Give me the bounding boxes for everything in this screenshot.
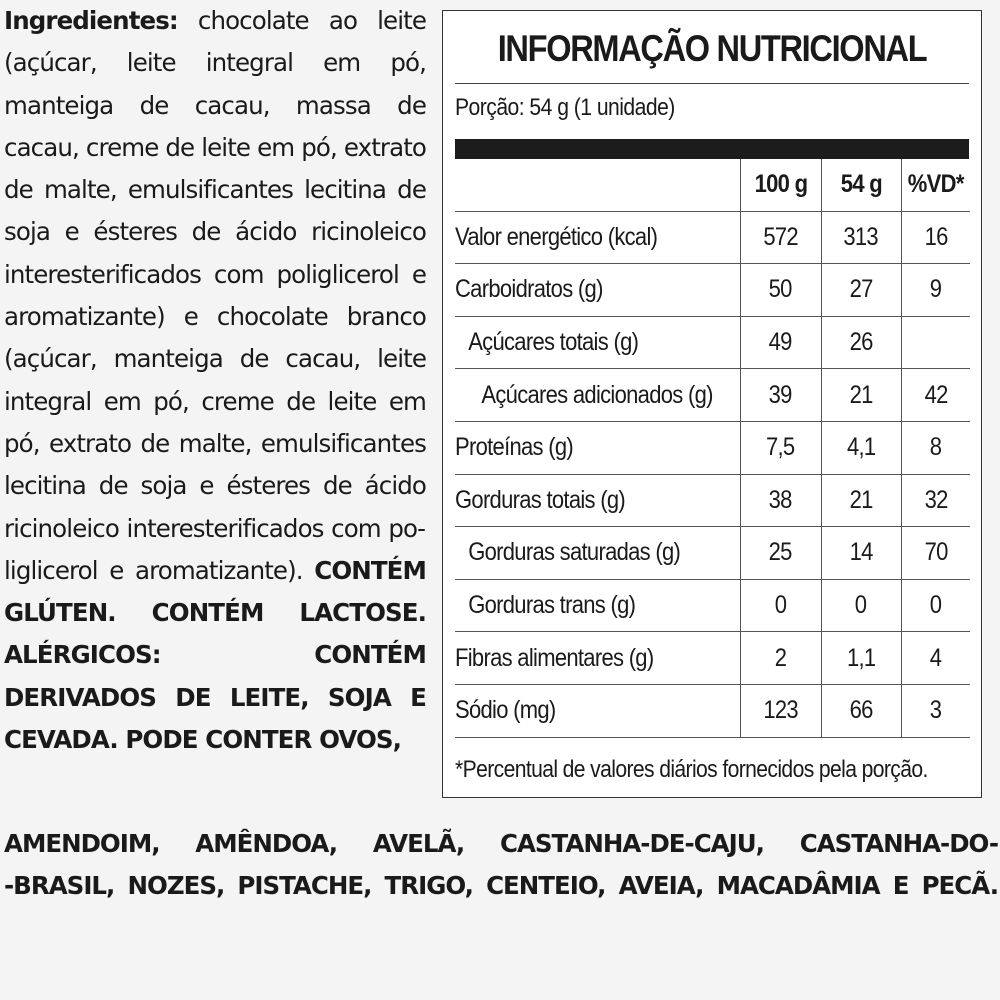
table-row (455, 211, 970, 264)
nutrition-table (455, 159, 970, 738)
value-daily-percent (901, 316, 970, 369)
nutrient-name: Açúcares totais (g) (455, 316, 740, 369)
nutrient-name: Gorduras trans (g) (455, 579, 740, 632)
ingredients-part-2: trato de malte, emulsificantes le (4, 132, 426, 205)
value-per-100g: 49 (740, 316, 821, 369)
portion-size: Porção: 54 g (1 unidade) (455, 94, 675, 121)
nutrient-name: Gorduras totais (g) (455, 474, 740, 527)
value-daily-percent: 0 (901, 579, 970, 632)
nutrient-name: Carboidratos (g) (455, 264, 740, 317)
table-row (455, 632, 970, 685)
title-divider (455, 83, 969, 84)
nutrition-facts-panel (442, 10, 982, 798)
value-per-portion: 66 (821, 684, 901, 737)
value-per-portion: 1,1 (821, 632, 901, 685)
value-daily-percent: 9 (901, 264, 970, 317)
value-daily-percent: 32 (901, 474, 970, 527)
table-row (455, 316, 970, 369)
table-header-row (455, 159, 970, 211)
value-per-100g: 38 (740, 474, 821, 527)
allergen-warning-top: CONTÉM GLÚTEN. CONTÉM LACTOSE. ALÉRGICOS: CONTÉM DERIVADOS DE LEITE, SOJA E CEVADA. PODE CONTER OVOS, (4, 555, 426, 755)
value-per-100g: 7,5 (740, 421, 821, 474)
allergen-warning-bottom (4, 823, 998, 908)
table-row (455, 579, 970, 632)
value-per-portion: 26 (821, 316, 901, 369)
ingredients-part-1: chocolate ao leite (açúcar, leite integral em pó, manteiga de cacau, massa de cacau, creme de leite em pó, ex (4, 6, 426, 162)
header-nutrient (455, 159, 740, 211)
value-per-portion: 27 (821, 264, 901, 317)
value-per-100g: 50 (740, 264, 821, 317)
value-daily-percent: 42 (901, 369, 970, 422)
table-row (455, 369, 970, 422)
value-daily-percent: 3 (901, 684, 970, 737)
nutrient-name: Gorduras saturadas (g) (455, 527, 740, 580)
header-bar (455, 139, 969, 159)
table-row (455, 527, 970, 580)
value-per-100g: 39 (740, 369, 821, 422)
nutrient-name: Sódio (mg) (455, 684, 740, 737)
header-per-100g: 100 g (740, 159, 821, 211)
ingredients-part-4: cinoleico interesterificados com poliglicerol e aromatizante) e chocolate branco (açúcar, man (4, 217, 426, 374)
nutrient-name: Fibras alimentares (g) (455, 632, 740, 685)
table-row (455, 264, 970, 317)
allergen-line-1: AMENDOIM, AMÊNDOA, AVELÃ, CASTANHA-DE-CAJU, CASTANHA-DO- (4, 829, 998, 858)
value-daily-percent: 70 (901, 527, 970, 580)
nutrient-name: Proteínas (g) (455, 421, 740, 474)
value-per-100g: 123 (740, 684, 821, 737)
value-per-100g: 25 (740, 527, 821, 580)
nutrient-name: Valor energético (kcal) (455, 211, 740, 264)
header-per-portion: 54 g (821, 159, 901, 211)
value-per-portion: 21 (821, 474, 901, 527)
value-per-portion: 0 (821, 579, 901, 632)
table-row (455, 474, 970, 527)
ingredients-part-6: leico interesterificados com po (66, 513, 418, 543)
allergen-line-2: -BRASIL, NOZES, PISTACHE, TRIGO, CENTEIO, AVEIA, MACADÂMIA E PECÃ. (4, 871, 998, 901)
value-per-portion: 313 (821, 211, 901, 264)
ingredients-part-7: liglicerol e aromatizante). (4, 555, 303, 585)
nutrition-title: INFORMAÇÃO NUTRICIONAL (497, 28, 927, 69)
ingredients-label: Ingredientes: (4, 6, 178, 35)
header-daily-value: %VD* (901, 159, 970, 211)
value-per-portion: 14 (821, 527, 901, 580)
value-daily-percent: 4 (901, 632, 970, 685)
value-per-portion: 21 (821, 369, 901, 422)
ingredients-text: Ingredientes: chocolate ao leite (açúcar, leite integral em pó, manteiga de cacau, massa de cacau, creme de leite em pó, extrato de malte, emulsificantes lecitina de soja e ésteres de ácido ricinoleico interesterificados com poliglicerol e aromatizante) e chocolate branco (açúcar, manteiga de cacau, leite integral em pó, creme de leite em pó, extrato de malte, emulsificantes lecitina de soja e ésteres de ácido ricinoleico interesterificados com poliglicerol e aromatizante). CONTÉM GLÚTEN. CONTÉM LACTOSE. ALÉRGICOS: CONTÉM DERIVADOS DE LEITE, SOJA E CEVADA. PODE CONTER OVOS, (4, 6, 427, 755)
value-daily-percent: 16 (901, 211, 970, 264)
table-row (455, 421, 970, 474)
table-row (455, 684, 970, 737)
ingredients-part-5: teiga de cacau, leite integral em pó, creme de leite em pó, extrato de malte, emulsificantes lecitina de soja e ésteres de ácido ricino (4, 344, 427, 543)
ingredients-part-3: citina de soja e ésteres de ácido ri (4, 175, 426, 247)
value-per-portion: 4,1 (821, 421, 901, 474)
nutrient-name: Açúcares adicionados (g) (455, 369, 740, 422)
value-per-100g: 0 (740, 579, 821, 632)
daily-value-footnote: *Percentual de valores diários fornecidos pela porção. (455, 756, 928, 783)
value-daily-percent: 8 (901, 421, 970, 474)
value-per-100g: 2 (740, 632, 821, 685)
value-per-100g: 572 (740, 211, 821, 264)
